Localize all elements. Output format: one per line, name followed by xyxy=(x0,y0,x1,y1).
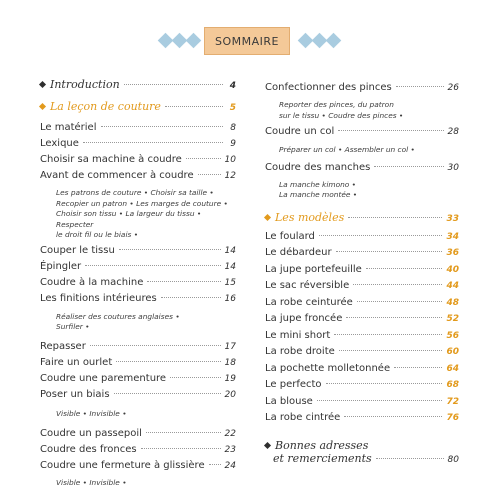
entry-page: 33 xyxy=(446,213,459,224)
entry-label: Coudre à la machine xyxy=(40,276,144,288)
dot-leader xyxy=(161,297,221,298)
toc-entry-lecon[interactable] xyxy=(40,100,236,122)
toc-subitems-col xyxy=(265,142,459,162)
entry-page: 9 xyxy=(230,139,236,149)
entry-page: 14 xyxy=(224,261,236,272)
entry-label: Couper le tissu xyxy=(40,244,115,256)
entry-label: Coudre une fermeture à glissière xyxy=(40,460,205,471)
entry-page: 64 xyxy=(446,363,459,374)
dot-leader xyxy=(357,301,443,302)
dot-leader xyxy=(366,268,443,269)
entry-label: Le matériel xyxy=(40,122,97,133)
entry-page: 14 xyxy=(224,245,236,256)
dot-leader xyxy=(319,235,443,236)
entry-label: Le perfecto xyxy=(265,379,322,390)
dot-leader xyxy=(141,448,221,449)
toc-entry-model[interactable] xyxy=(265,264,459,281)
toc-entry-repasser[interactable] xyxy=(40,341,236,357)
entry-page: 5 xyxy=(229,103,236,113)
dot-leader xyxy=(317,400,443,401)
diamond-bullet-icon xyxy=(39,103,46,110)
entry-label: La robe droite xyxy=(265,346,335,357)
entry-page: 40 xyxy=(446,264,459,275)
subitem-line: Reporter des pinces, du patron xyxy=(279,100,394,109)
toc-entry-model[interactable] xyxy=(265,280,459,297)
dot-leader xyxy=(83,142,223,143)
entry-page: 16 xyxy=(224,293,236,304)
entry-label: La blouse xyxy=(265,395,313,407)
dot-leader xyxy=(326,383,443,384)
entry-label: Les modèles xyxy=(275,210,345,224)
toc-entry-model[interactable] xyxy=(265,231,459,248)
entry-label: La jupe froncée xyxy=(265,313,343,324)
dot-leader xyxy=(101,126,224,127)
toc-entry-model[interactable] xyxy=(265,330,459,347)
dot-leader xyxy=(339,350,443,351)
dot-leader xyxy=(186,158,221,159)
dot-leader xyxy=(334,334,442,335)
dot-leader xyxy=(348,217,442,218)
entry-page: 23 xyxy=(224,445,236,455)
entry-page: 15 xyxy=(224,277,236,288)
entry-label: La leçon de couture xyxy=(50,100,161,113)
entry-page: 26 xyxy=(447,83,459,93)
toc-entry-introduction[interactable] xyxy=(40,78,236,100)
entry-page: 18 xyxy=(224,357,236,368)
diamond-icon xyxy=(186,33,202,49)
entry-label: La robe cintrée xyxy=(265,412,341,423)
toc-entry-glissiere[interactable] xyxy=(40,460,236,476)
toc-entry-lexique[interactable] xyxy=(40,138,236,154)
entry-page: 52 xyxy=(446,314,459,324)
subitem-line: le droit fil ou le biais • xyxy=(56,230,139,239)
left-diamond-ornament xyxy=(160,35,199,46)
entry-label: Faire un ourlet xyxy=(40,356,113,368)
entry-page: 44 xyxy=(446,281,459,291)
dot-leader xyxy=(165,106,223,107)
dot-leader xyxy=(336,251,443,252)
entry-label: Coudre des manches xyxy=(265,161,371,173)
toc-entry-adresses[interactable] xyxy=(265,439,459,475)
entry-page: 24 xyxy=(224,461,236,471)
toc-entry-biais[interactable] xyxy=(40,389,236,405)
title-box xyxy=(204,27,290,55)
toc-entry-model[interactable] xyxy=(265,346,459,363)
dot-leader xyxy=(346,317,442,318)
toc-entry-model[interactable] xyxy=(265,247,459,264)
entry-label: Poser un biais xyxy=(40,388,110,400)
subitem-line: La manche montée • xyxy=(279,190,358,199)
subitem-line: Visible • Invisible • xyxy=(56,408,127,418)
toc-entry-pinces[interactable] xyxy=(265,82,459,98)
toc-entry-model[interactable] xyxy=(265,396,459,413)
dot-leader xyxy=(90,345,221,346)
dot-leader xyxy=(396,86,444,87)
entry-label: Choisir sa machine à coudre xyxy=(40,154,182,165)
subitem-line: Visible • Invisible • xyxy=(56,478,127,487)
entry-label: Lexique xyxy=(40,138,79,149)
entry-page: 30 xyxy=(447,162,459,173)
dot-leader xyxy=(376,458,444,459)
toc-entry-manches[interactable] xyxy=(265,162,459,178)
dot-leader xyxy=(198,174,221,175)
dot-leader xyxy=(209,464,221,465)
toc-entry-modeles[interactable] xyxy=(265,211,459,231)
subitem-line: Choisir son tissu • La largeur du tissu • Respecter xyxy=(56,209,202,229)
toc-entry-passepoil[interactable] xyxy=(40,428,236,444)
subitem-line: Préparer un col • Assembler un col • xyxy=(279,145,415,154)
entry-page: 80 xyxy=(447,454,459,465)
diamond-bullet-icon xyxy=(39,81,46,88)
toc-subitems-biais xyxy=(40,405,236,429)
toc-subitems-avant xyxy=(40,186,236,245)
page-title: SOMMAIRE xyxy=(215,34,279,48)
toc-entry-model[interactable] xyxy=(265,379,459,396)
entry-label: Introduction xyxy=(50,78,120,91)
entry-label: Coudre un col xyxy=(265,126,335,137)
entry-label: La jupe portefeuille xyxy=(265,263,362,275)
entry-label: Le foulard xyxy=(265,230,315,242)
dot-leader xyxy=(116,361,220,362)
toc-entry-model[interactable] xyxy=(265,313,459,330)
entry-label-line1: Bonnes adresses xyxy=(275,438,369,452)
subitem-line: La manche kimono • xyxy=(279,179,357,189)
entry-label: La pochette molletonnée xyxy=(265,362,391,374)
toc-entry-fronces[interactable] xyxy=(40,444,236,460)
entry-page: 72 xyxy=(446,396,459,407)
entry-page: 56 xyxy=(446,330,459,341)
entry-label: Avant de commencer à coudre xyxy=(40,170,194,181)
dot-leader xyxy=(147,281,220,282)
entry-page: 68 xyxy=(446,380,459,390)
subitem-line: Surfiler • xyxy=(56,322,90,331)
toc-entry-couper[interactable] xyxy=(40,245,236,261)
toc-entry-model[interactable] xyxy=(265,297,459,314)
entry-label: Le débardeur xyxy=(265,247,332,258)
entry-label: Coudre une parementure xyxy=(40,372,167,384)
diamond-icon xyxy=(326,33,342,49)
toc-entry-model[interactable] xyxy=(265,412,459,429)
dot-leader xyxy=(344,416,442,417)
dot-leader xyxy=(146,432,221,433)
entry-page: 17 xyxy=(224,341,236,352)
diamond-bullet-icon xyxy=(264,441,271,448)
toc-entry-finitions[interactable] xyxy=(40,293,236,309)
entry-page: 8 xyxy=(230,123,236,133)
entry-label: Le sac réversible xyxy=(265,280,350,291)
toc-subitems-manches xyxy=(265,178,459,211)
entry-label: Les finitions intérieures xyxy=(40,292,157,304)
toc-entry-parementure[interactable] xyxy=(40,373,236,389)
entry-page: 28 xyxy=(447,127,459,137)
entry-page: 48 xyxy=(446,297,459,308)
dot-leader xyxy=(114,393,221,394)
toc-entry-col[interactable] xyxy=(265,126,459,142)
entry-page: 12 xyxy=(224,171,236,181)
subitem-line: Les patrons de couture • Choisir sa taille • xyxy=(56,188,214,197)
entry-page: 36 xyxy=(446,248,459,258)
entry-page: 19 xyxy=(224,373,236,384)
entry-page: 76 xyxy=(446,413,459,423)
dot-leader xyxy=(394,367,442,368)
toc-left-column xyxy=(40,78,236,489)
dot-leader xyxy=(374,166,443,167)
toc-entry-epingler[interactable] xyxy=(40,261,236,277)
entry-label: Coudre un passepoil xyxy=(40,428,142,439)
toc-subitems-pinces xyxy=(265,98,459,126)
toc-entry-ourlet[interactable] xyxy=(40,357,236,373)
right-diamond-ornament xyxy=(300,35,339,46)
dot-leader xyxy=(353,284,442,285)
dot-leader xyxy=(85,265,220,266)
entry-page: 10 xyxy=(224,155,236,165)
subitem-line: Recopier un patron • Les marges de couture • xyxy=(56,198,228,208)
diamond-bullet-icon xyxy=(264,213,271,220)
subitem-line: Réaliser des coutures anglaises • xyxy=(56,311,180,321)
subitem-line: sur le tissu • Coudre des pinces • xyxy=(279,110,404,120)
entry-label: Coudre des fronces xyxy=(40,444,137,455)
entry-label: Repasser xyxy=(40,340,86,352)
toc-entry-coudre-machine[interactable] xyxy=(40,277,236,293)
toc-right-column xyxy=(265,82,459,475)
entry-page: 20 xyxy=(224,389,236,400)
toc-subitems-finitions xyxy=(40,309,236,341)
dot-leader xyxy=(338,130,443,131)
dot-leader xyxy=(170,377,220,378)
entry-label: La robe ceinturée xyxy=(265,296,353,308)
dot-leader xyxy=(124,84,223,85)
entry-page: 60 xyxy=(446,347,459,357)
toc-entry-avant-de-commencer[interactable] xyxy=(40,170,236,186)
toc-entry-materiel[interactable] xyxy=(40,122,236,138)
entry-label-line2: et remerciements xyxy=(273,451,372,465)
entry-page: 22 xyxy=(224,429,236,439)
entry-label: Épingler xyxy=(40,260,82,272)
entry-page: 34 xyxy=(446,231,459,242)
entry-label: Le mini short xyxy=(265,329,331,341)
entry-label: Confectionner des pinces xyxy=(265,82,392,93)
header xyxy=(0,27,500,57)
dot-leader xyxy=(119,249,221,250)
toc-entry-choisir-machine[interactable] xyxy=(40,154,236,170)
toc-subitems-glissiere xyxy=(40,476,236,489)
entry-page: 4 xyxy=(229,81,236,91)
toc-entry-model[interactable] xyxy=(265,363,459,380)
